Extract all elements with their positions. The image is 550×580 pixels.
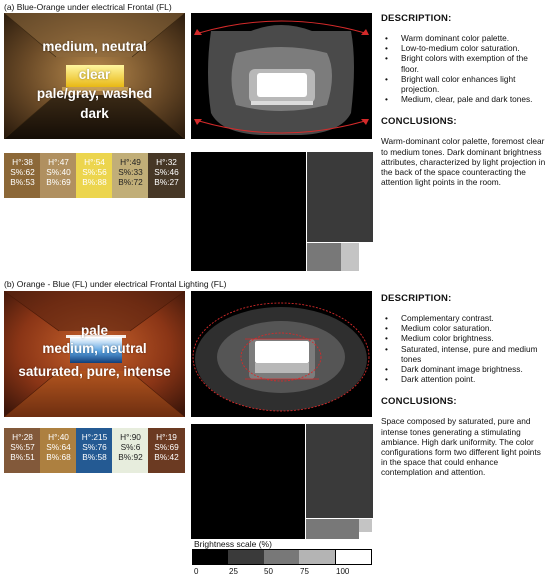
room-b-label-medium: medium, neutral — [42, 341, 147, 356]
section-a-caption: (a) Blue-Orange under electrical Frontal (FL) — [4, 2, 172, 12]
swatch-a-4: H°:49 S%:33 B%:72 — [112, 153, 149, 198]
description-item: • Complementary contrast. — [401, 313, 547, 323]
swatch-b-1: H°:28 S%:57 B%:51 — [4, 428, 41, 473]
treemap-a-dark-gray — [306, 152, 373, 243]
description-title-a: DESCRIPTION: — [381, 13, 452, 24]
brightness-scale — [192, 539, 372, 579]
brightness-scale-title: Brightness scale (%) — [194, 539, 272, 549]
swatch-row-a — [4, 153, 186, 198]
room-a-label-medium: medium, neutral — [42, 39, 147, 54]
scale-step-75 — [299, 550, 334, 564]
room-photo-b — [4, 291, 185, 417]
room-photo-a — [4, 13, 185, 139]
brightness-map-b — [191, 291, 372, 417]
swatch-a-1: H°:38 S%:62 B%:53 — [4, 153, 41, 198]
description-item: • Saturated, intense, pure and medium tones — [401, 344, 547, 364]
scale-tick-75: 75 — [300, 567, 309, 576]
conclusions-text-a: Warm-dominant color palette, foremost clear to medium tones. Dark dominant brightness attributes, characterized by light projection in the back of the space counteracting the attention light points in the room. — [381, 136, 546, 188]
treemap-b-dark-gray — [305, 424, 373, 519]
section-b-text — [381, 293, 547, 478]
swatch-b-2: H°:40 S%:64 B%:68 — [40, 428, 77, 473]
description-list-b — [381, 313, 547, 384]
scale-step-0 — [193, 550, 228, 564]
description-title-b: DESCRIPTION: — [381, 293, 452, 304]
description-item: • Warm dominant color palette. — [401, 33, 547, 43]
room-b-label-saturated: saturated, pure, intense — [18, 364, 171, 379]
brightness-treemap-b — [191, 424, 372, 539]
description-item: • Bright colors with exemption of the floor. — [401, 53, 547, 73]
scale-tick-0: 0 — [194, 567, 199, 576]
scale-step-25 — [228, 550, 263, 564]
swatch-b-5: H°:19 S%:69 B%:42 — [148, 428, 185, 473]
section-b-caption: (b) Orange - Blue (FL) under electrical Frontal Lighting (FL) — [4, 279, 227, 289]
description-item: • Medium color saturation. — [401, 323, 547, 333]
description-item: • Medium color brightness. — [401, 333, 547, 343]
treemap-a-white — [360, 243, 372, 271]
room-a-label-dark: dark — [80, 106, 109, 121]
description-item: • Bright wall color enhances light projection. — [401, 74, 547, 94]
description-list-a — [381, 33, 547, 104]
scale-tick-25: 25 — [229, 567, 238, 576]
brightness-scale-bar — [192, 549, 372, 565]
scale-step-50 — [264, 550, 299, 564]
room-a-label-pale: pale/gray, washed — [36, 86, 153, 101]
description-item: • Dark attention point. — [401, 374, 547, 384]
brightness-map-a — [191, 13, 372, 139]
room-b-label-pale: pale — [80, 323, 108, 338]
scale-tick-100: 100 — [336, 567, 350, 576]
description-item: • Medium, clear, pale and dark tones. — [401, 94, 547, 104]
swatch-b-4: H°:90 S%:6 B%:92 — [112, 428, 149, 473]
conclusions-title-a: CONCLUSIONS: — [381, 116, 457, 128]
description-item: • Low-to-medium color saturation. — [401, 43, 547, 53]
scale-tick-50: 50 — [264, 567, 273, 576]
swatch-a-2: H°:47 S%:40 B%:69 — [40, 153, 77, 198]
brightness-treemap-a — [191, 152, 372, 271]
treemap-a-mid-gray — [306, 243, 342, 271]
treemap-b-mid-gray — [305, 519, 360, 539]
swatch-a-3: H°:54 S%:56 B%:88 — [76, 153, 113, 198]
room-a-label-clear: clear — [78, 67, 111, 82]
treemap-a-light-gray — [341, 243, 360, 271]
treemap-b-light-gray — [359, 519, 372, 532]
conclusions-text-b: Space composed by saturated, pure and intense tones generating a stimulating ambiance. High dark uniformity. The color configurations form two different light points in the space that could enhance contemplation and attention. — [381, 416, 541, 478]
conclusions-title-b: CONCLUSIONS: — [381, 396, 457, 408]
swatch-b-3: H°:215 S%:76 B%:58 — [76, 428, 113, 473]
brightness-map-b-graphic — [191, 291, 372, 417]
description-item: • Dark dominant image brightness. — [401, 364, 547, 374]
section-a-text — [381, 13, 547, 187]
scale-step-100 — [335, 550, 371, 564]
swatch-a-5: H°:32 S%:46 B%:27 — [148, 153, 185, 198]
swatch-row-b — [4, 428, 186, 473]
brightness-map-a-graphic — [191, 13, 372, 139]
